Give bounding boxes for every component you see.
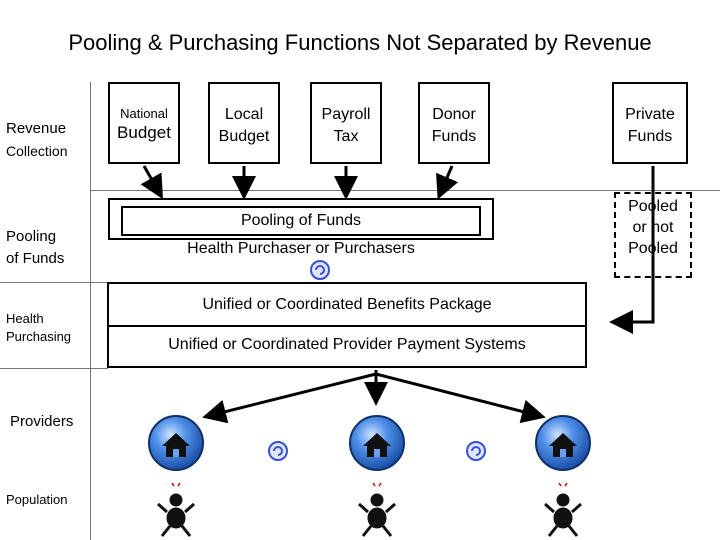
private-funds-line2: Funds <box>627 128 673 145</box>
population-label: Population <box>6 492 68 507</box>
benefits-package-text: Unified or Coordinated Benefits Package <box>202 296 492 313</box>
purchasing-label-line2: Purchasing <box>6 329 72 344</box>
revenue-label-line2: Collection <box>6 143 68 159</box>
providers-label: Providers <box>10 413 74 430</box>
page-title: Pooling & Purchasing Functions Not Separated by Revenue <box>68 30 652 55</box>
arrow-national <box>144 166 160 194</box>
private-funds-line1: Private <box>625 106 675 123</box>
revenue-label-line1: Revenue <box>6 120 67 137</box>
spiral-e-icon <box>311 261 329 279</box>
donor-funds-line2: Funds <box>431 128 477 145</box>
national-budget-line2: Budget <box>117 123 171 142</box>
private-funds-arrow <box>615 166 653 322</box>
local-budget-line2: Budget <box>218 128 270 145</box>
national-budget-line1: National <box>120 106 168 121</box>
payment-systems-text: Unified or Coordinated Provider Payment Systems <box>168 336 526 353</box>
provider-arrows <box>208 370 540 416</box>
arrow-left-provider <box>208 374 376 416</box>
arrow-right-provider <box>376 374 540 416</box>
arrow-donor <box>440 166 452 194</box>
spiral-e-icon <box>467 442 485 460</box>
person-figure-icon <box>158 483 194 536</box>
pooling-label-line1: Pooling <box>6 228 57 245</box>
house-button-icon <box>149 416 203 470</box>
pooled-line3: Pooled <box>628 240 678 257</box>
house-button-icon <box>350 416 404 470</box>
payroll-tax-line2: Tax <box>333 128 359 145</box>
spiral-e-icon <box>269 442 287 460</box>
source-arrows <box>144 166 452 194</box>
donor-funds-line1: Donor <box>432 106 476 123</box>
person-figure-icon <box>359 483 395 536</box>
house-button-icon <box>536 416 590 470</box>
pooled-line2: or not <box>632 219 674 236</box>
health-purchaser-text: Health Purchaser or Purchasers <box>187 240 415 257</box>
pooling-label-line2: of Funds <box>6 250 65 267</box>
local-budget-line1: Local <box>224 106 264 123</box>
payroll-tax-line1: Payroll <box>321 106 371 123</box>
purchasing-label-line1: Health <box>6 311 44 326</box>
pooled-line1: Pooled <box>628 198 678 215</box>
pooling-of-funds-text: Pooling of Funds <box>240 212 362 229</box>
person-figure-icon <box>545 483 581 536</box>
